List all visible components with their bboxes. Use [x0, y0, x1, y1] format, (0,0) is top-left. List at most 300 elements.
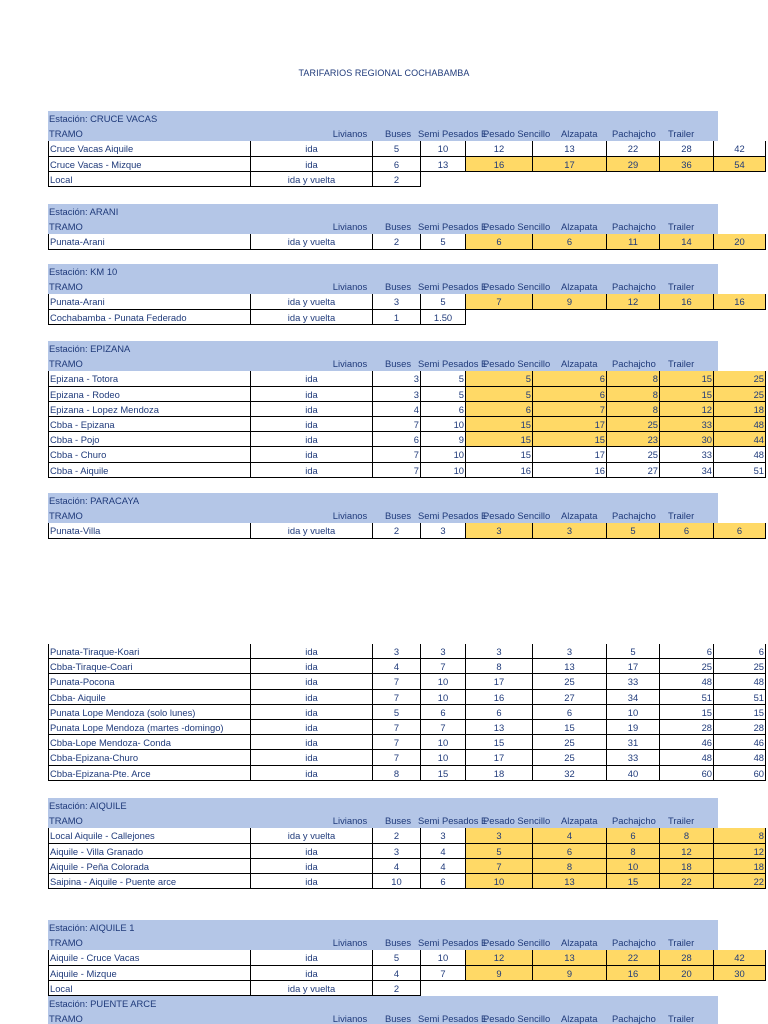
pesado-sencillo-cell: 4 [533, 828, 607, 843]
trailer-cell: 6 [714, 644, 766, 659]
column-header-pachajcho: Pachajcho [612, 815, 656, 827]
column-header-tramo: TRAMO [49, 815, 83, 827]
tramo-cell: Cbba - Pojo [48, 432, 251, 447]
column-header-pesado-sencillo: Pesado Sencillo [483, 937, 551, 949]
alzapata-cell: 40 [607, 766, 660, 781]
trailer-cell: 6 [714, 523, 766, 538]
column-header-pachajcho: Pachajcho [612, 1013, 656, 1024]
column-header-trailer: Trailer [668, 1013, 695, 1024]
tramo-cell: Punata Lope Mendoza (martes -domingo) [48, 720, 251, 735]
trip-type-cell: ida [251, 674, 373, 689]
pachajcho-cell: 20 [660, 966, 714, 981]
buses-cell: 6 [421, 705, 466, 720]
table-row [48, 844, 764, 859]
trailer-cell: 46 [714, 735, 766, 750]
station-name: Estación: CRUCE VACAS [49, 113, 158, 124]
alzapata-cell: 12 [607, 294, 660, 309]
buses-cell: 13 [421, 157, 466, 172]
buses-cell: 4 [421, 844, 466, 859]
table-row [48, 157, 745, 172]
pachajcho-cell: 28 [660, 720, 714, 735]
semi-pesados-cell: 17 [466, 750, 533, 765]
livianos-cell: 3 [373, 371, 421, 386]
trip-type-cell: ida [251, 463, 373, 478]
trip-type-cell: ida [251, 659, 373, 674]
pachajcho-cell: 6 [660, 523, 714, 538]
trailer-cell: 22 [714, 874, 766, 889]
column-header-trailer: Trailer [668, 510, 695, 522]
livianos-cell: 4 [373, 659, 421, 674]
pachajcho-cell: 25 [660, 659, 714, 674]
station-section [48, 996, 718, 1024]
column-header-livianos: Livianos [332, 358, 368, 370]
trip-type-cell: ida [251, 705, 373, 720]
trip-type-cell: ida [251, 750, 373, 765]
column-header-row [48, 126, 718, 141]
livianos-cell: 5 [373, 705, 421, 720]
alzapata-cell: 8 [607, 402, 660, 417]
semi-pesados-cell: 7 [466, 294, 533, 309]
semi-pesados-cell: 15 [466, 417, 533, 432]
buses-cell: 5 [421, 234, 466, 249]
column-header-pesado-sencillo: Pesado Sencillo [483, 281, 551, 293]
livianos-cell: 7 [373, 447, 421, 462]
column-header-pesado-sencillo: Pesado Sencillo [483, 358, 551, 370]
pesado-sencillo-cell: 17 [533, 157, 607, 172]
tramo-cell: Cbba - Epizana [48, 417, 251, 432]
column-header-tramo: TRAMO [49, 1013, 83, 1024]
alzapata-cell: 15 [607, 874, 660, 889]
column-header-pachajcho: Pachajcho [612, 128, 656, 140]
tramo-cell: Saipina - Aiquile - Puente arce [48, 874, 251, 889]
station-name: Estación: PARACAYA [49, 495, 140, 506]
column-header-livianos: Livianos [332, 815, 368, 827]
buses-cell: 6 [421, 402, 466, 417]
trip-type-cell: ida [251, 950, 373, 965]
trailer-cell: 48 [714, 447, 766, 462]
column-header-buses: Buses [384, 358, 412, 370]
trip-type-cell: ida [251, 735, 373, 750]
buses-cell: 5 [421, 387, 466, 402]
pachajcho-cell: 14 [660, 234, 714, 249]
tramo-cell: Epizana - Rodeo [48, 387, 251, 402]
buses-cell: 10 [421, 417, 466, 432]
pesado-sencillo-cell: 9 [533, 294, 607, 309]
station-title-row [48, 493, 718, 508]
table-row [48, 402, 764, 417]
trip-type-cell: ida [251, 690, 373, 705]
tramo-cell: Aiquile - Cruce Vacas [48, 950, 251, 965]
station-name: Estación: AIQUILE [49, 800, 127, 811]
trailer-cell: 18 [714, 402, 766, 417]
pesado-sencillo-cell: 25 [533, 674, 607, 689]
table-row [48, 735, 764, 750]
tramo-cell: Punata-Arani [48, 234, 251, 249]
column-header-livianos: Livianos [332, 221, 368, 233]
tramo-cell: Local Aiquile - Callejones [48, 828, 251, 843]
table-row [48, 432, 764, 447]
trip-type-cell: ida [251, 844, 373, 859]
column-header-row [48, 356, 718, 371]
alzapata-cell: 29 [607, 157, 660, 172]
trip-type-cell: ida [251, 720, 373, 735]
table-row [48, 750, 764, 765]
column-header-buses: Buses [384, 937, 412, 949]
column-header-pachajcho: Pachajcho [612, 510, 656, 522]
semi-pesados-cell: 6 [466, 705, 533, 720]
pesado-sencillo-cell: 6 [533, 234, 607, 249]
station-section [48, 798, 764, 889]
alzapata-cell: 23 [607, 432, 660, 447]
table-row [48, 859, 764, 874]
column-header-alzapata: Alzapata [561, 1013, 598, 1024]
tramo-cell: Cbba-Epizana-Churo [48, 750, 251, 765]
alzapata-cell: 25 [607, 447, 660, 462]
buses-cell: 10 [421, 690, 466, 705]
column-header-pesado-sencillo: Pesado Sencillo [483, 1013, 551, 1024]
pachajcho-cell: 48 [660, 674, 714, 689]
tramo-cell: Aiquile - Villa Granado [48, 844, 251, 859]
pesado-sencillo-cell: 13 [533, 659, 607, 674]
trailer-cell: 15 [714, 705, 766, 720]
pachajcho-cell: 34 [660, 463, 714, 478]
trailer-cell: 30 [714, 966, 766, 981]
trailer-cell: 48 [714, 750, 766, 765]
trip-type-cell: ida [251, 141, 373, 156]
livianos-cell: 7 [373, 720, 421, 735]
tramo-cell: Punata Lope Mendoza (solo lunes) [48, 705, 251, 720]
tramo-cell: Cbba - Aiquile [48, 463, 251, 478]
column-header-semi-pesados: Semi Pesados E [418, 1013, 488, 1024]
column-header-buses: Buses [384, 281, 412, 293]
livianos-cell: 3 [373, 294, 421, 309]
semi-pesados-cell: 7 [466, 859, 533, 874]
semi-pesados-cell: 8 [466, 659, 533, 674]
pachajcho-cell: 8 [660, 828, 714, 843]
column-header-row [48, 279, 718, 294]
column-header-trailer: Trailer [668, 358, 695, 370]
station-title-row [48, 204, 718, 219]
table-row [48, 310, 718, 325]
buses-cell: 3 [421, 828, 466, 843]
semi-pesados-cell: 9 [466, 966, 533, 981]
alzapata-cell: 16 [607, 966, 660, 981]
pesado-sencillo-cell: 6 [533, 371, 607, 386]
buses-cell: 10 [421, 141, 466, 156]
trailer-cell: 18 [714, 859, 766, 874]
livianos-cell: 5 [373, 141, 421, 156]
semi-pesados-cell: 15 [466, 432, 533, 447]
column-header-buses: Buses [384, 815, 412, 827]
livianos-cell: 2 [373, 828, 421, 843]
pachajcho-cell: 15 [660, 371, 714, 386]
trip-type-cell: ida [251, 859, 373, 874]
alzapata-cell: 6 [607, 828, 660, 843]
table-row [48, 705, 764, 720]
buses-cell: 5 [421, 371, 466, 386]
tramo-cell: Cbba - Churo [48, 447, 251, 462]
livianos-cell: 7 [373, 735, 421, 750]
table-row [48, 387, 764, 402]
alzapata-cell: 5 [607, 523, 660, 538]
trip-type-cell: ida [251, 371, 373, 386]
station-name: Estación: ARANI [49, 206, 119, 217]
tramo-cell: Cruce Vacas Aiquile [48, 141, 251, 156]
semi-pesados-cell: 15 [466, 735, 533, 750]
column-header-alzapata: Alzapata [561, 937, 598, 949]
livianos-cell: 3 [373, 844, 421, 859]
column-header-alzapata: Alzapata [561, 221, 598, 233]
semi-pesados-cell: 3 [466, 523, 533, 538]
trip-type-cell: ida [251, 417, 373, 432]
livianos-cell: 4 [373, 859, 421, 874]
livianos-cell: 2 [373, 234, 421, 249]
buses-cell: 5 [421, 294, 466, 309]
column-header-tramo: TRAMO [49, 937, 83, 949]
tramo-cell: Cbba-Epizana-Pte. Arce [48, 766, 251, 781]
tramo-cell: Cbba-Tiraque-Coari [48, 659, 251, 674]
pesado-sencillo-cell: 17 [533, 447, 607, 462]
livianos-cell: 6 [373, 432, 421, 447]
alzapata-cell: 8 [607, 387, 660, 402]
trailer-cell: 16 [714, 294, 766, 309]
pachajcho-cell: 16 [660, 294, 714, 309]
table-row [48, 659, 764, 674]
buses-cell: 10 [421, 735, 466, 750]
station-name: Estación: KM 10 [49, 266, 118, 277]
pesado-sencillo-cell: 3 [533, 644, 607, 659]
alzapata-cell: 17 [607, 659, 660, 674]
livianos-cell: 6 [373, 157, 421, 172]
livianos-cell: 3 [373, 644, 421, 659]
column-header-buses: Buses [384, 128, 412, 140]
column-header-semi-pesados: Semi Pesados E [418, 937, 488, 949]
table-row [48, 690, 764, 705]
station-title-row [48, 996, 718, 1011]
livianos-cell: 7 [373, 463, 421, 478]
table-row [48, 371, 764, 386]
pachajcho-cell: 18 [660, 859, 714, 874]
pachajcho-cell: 12 [660, 402, 714, 417]
trailer-cell: 8 [714, 828, 766, 843]
document-title: TARIFARIOS REGIONAL COCHABAMBA [298, 68, 470, 78]
column-header-tramo: TRAMO [49, 128, 83, 140]
tramo-cell: Epizana - Totora [48, 371, 251, 386]
tramo-cell: Aiquile - Peña Colorada [48, 859, 251, 874]
semi-pesados-cell: 3 [466, 644, 533, 659]
column-header-buses: Buses [384, 221, 412, 233]
semi-pesados-cell: 16 [466, 157, 533, 172]
buses-cell: 3 [421, 644, 466, 659]
column-header-alzapata: Alzapata [561, 815, 598, 827]
column-header-alzapata: Alzapata [561, 128, 598, 140]
pachajcho-cell: 48 [660, 750, 714, 765]
station-title-row [48, 920, 718, 935]
trip-type-cell: ida y vuelta [251, 981, 373, 996]
pachajcho-cell: 12 [660, 844, 714, 859]
column-header-trailer: Trailer [668, 937, 695, 949]
semi-pesados-cell: 10 [466, 874, 533, 889]
table-row [48, 720, 764, 735]
pachajcho-cell: 46 [660, 735, 714, 750]
column-header-row [48, 935, 718, 950]
buses-cell: 10 [421, 950, 466, 965]
pachajcho-cell: 60 [660, 766, 714, 781]
alzapata-cell: 10 [607, 705, 660, 720]
semi-pesados-cell: 5 [466, 387, 533, 402]
table-row [48, 447, 764, 462]
trip-type-cell: ida y vuelta [251, 172, 373, 187]
column-header-trailer: Trailer [668, 281, 695, 293]
pesado-sencillo-cell: 13 [533, 874, 607, 889]
semi-pesados-cell: 12 [466, 141, 533, 156]
pesado-sencillo-cell: 13 [533, 141, 607, 156]
station-section [48, 204, 745, 250]
tramo-cell: Cbba- Aiquile [48, 690, 251, 705]
column-header-tramo: TRAMO [49, 358, 83, 370]
buses-cell: 7 [421, 966, 466, 981]
semi-pesados-cell: 6 [466, 234, 533, 249]
buses-cell: 1.50 [421, 310, 466, 325]
table-row [48, 766, 764, 781]
column-header-semi-pesados: Semi Pesados E [418, 815, 488, 827]
buses-cell: 7 [421, 720, 466, 735]
trailer-cell: 48 [714, 417, 766, 432]
trip-type-cell: ida [251, 644, 373, 659]
trailer-cell: 42 [714, 950, 766, 965]
column-header-pesado-sencillo: Pesado Sencillo [483, 510, 551, 522]
semi-pesados-cell: 18 [466, 766, 533, 781]
station-section [48, 920, 745, 996]
table-row [48, 874, 764, 889]
trailer-cell: 25 [714, 387, 766, 402]
livianos-cell: 2 [373, 523, 421, 538]
column-header-pachajcho: Pachajcho [612, 281, 656, 293]
semi-pesados-cell: 3 [466, 828, 533, 843]
station-name: Estación: AIQUILE 1 [49, 922, 135, 933]
table-row [48, 828, 764, 843]
alzapata-cell: 25 [607, 417, 660, 432]
alzapata-cell: 8 [607, 371, 660, 386]
semi-pesados-cell: 6 [466, 402, 533, 417]
alzapata-cell: 31 [607, 735, 660, 750]
pesado-sencillo-cell: 7 [533, 402, 607, 417]
station-section [48, 111, 745, 187]
semi-pesados-cell: 5 [466, 371, 533, 386]
pesado-sencillo-cell: 32 [533, 766, 607, 781]
trip-type-cell: ida [251, 966, 373, 981]
alzapata-cell: 19 [607, 720, 660, 735]
buses-cell: 6 [421, 874, 466, 889]
table-row [48, 981, 718, 996]
column-header-trailer: Trailer [668, 815, 695, 827]
pachajcho-cell: 33 [660, 417, 714, 432]
station-title-row [48, 798, 718, 813]
livianos-cell: 7 [373, 750, 421, 765]
trip-type-cell: ida [251, 766, 373, 781]
column-header-livianos: Livianos [332, 1013, 368, 1024]
column-header-pesado-sencillo: Pesado Sencillo [483, 128, 551, 140]
station-section [48, 264, 745, 325]
buses-cell: 10 [421, 674, 466, 689]
buses-cell: 10 [421, 447, 466, 462]
buses-cell: 4 [421, 859, 466, 874]
alzapata-cell: 34 [607, 690, 660, 705]
pesado-sencillo-cell: 13 [533, 950, 607, 965]
trip-type-cell: ida [251, 387, 373, 402]
trip-type-cell: ida [251, 874, 373, 889]
livianos-cell: 8 [373, 766, 421, 781]
alzapata-cell: 10 [607, 859, 660, 874]
trailer-cell: 51 [714, 690, 766, 705]
column-header-pesado-sencillo: Pesado Sencillo [483, 221, 551, 233]
pesado-sencillo-cell: 15 [533, 432, 607, 447]
tramo-cell: Punata-Villa [48, 523, 251, 538]
pachajcho-cell: 28 [660, 141, 714, 156]
table-row [48, 294, 745, 309]
tramo-cell: Local [48, 172, 251, 187]
column-header-tramo: TRAMO [49, 510, 83, 522]
tramo-cell: Cbba-Lope Mendoza- Conda [48, 735, 251, 750]
tramo-cell: Punata-Arani [48, 294, 251, 309]
pachajcho-cell: 22 [660, 874, 714, 889]
table-row [48, 141, 745, 156]
pesado-sencillo-cell: 25 [533, 735, 607, 750]
table-row [48, 463, 764, 478]
buses-cell: 15 [421, 766, 466, 781]
table-row [48, 417, 764, 432]
trailer-cell: 28 [714, 720, 766, 735]
tramo-cell: Punata-Tiraque-Koari [48, 644, 251, 659]
pesado-sencillo-cell: 17 [533, 417, 607, 432]
trailer-cell: 51 [714, 463, 766, 478]
station-name: Estación: EPIZANA [49, 343, 131, 354]
trip-type-cell: ida y vuelta [251, 310, 373, 325]
pesado-sencillo-cell: 6 [533, 387, 607, 402]
alzapata-cell: 22 [607, 141, 660, 156]
pesado-sencillo-cell: 16 [533, 463, 607, 478]
table-row [48, 172, 718, 187]
trailer-cell: 25 [714, 371, 766, 386]
route-list-section [48, 644, 764, 781]
livianos-cell: 7 [373, 417, 421, 432]
column-header-buses: Buses [384, 1013, 412, 1024]
column-header-row [48, 813, 718, 828]
station-title-row [48, 341, 718, 356]
column-header-buses: Buses [384, 510, 412, 522]
table-row [48, 674, 764, 689]
column-header-livianos: Livianos [332, 128, 368, 140]
semi-pesados-cell: 13 [466, 720, 533, 735]
column-header-alzapata: Alzapata [561, 358, 598, 370]
pesado-sencillo-cell: 15 [533, 720, 607, 735]
column-header-row [48, 1011, 718, 1024]
alzapata-cell: 33 [607, 750, 660, 765]
column-header-trailer: Trailer [668, 221, 695, 233]
column-header-semi-pesados: Semi Pesados E [418, 221, 488, 233]
tramo-cell: Local [48, 981, 251, 996]
column-header-row [48, 219, 718, 234]
semi-pesados-cell: 12 [466, 950, 533, 965]
trip-type-cell: ida [251, 432, 373, 447]
pachajcho-cell: 28 [660, 950, 714, 965]
pesado-sencillo-cell: 25 [533, 750, 607, 765]
station-section [48, 341, 764, 478]
livianos-cell: 7 [373, 690, 421, 705]
column-header-tramo: TRAMO [49, 281, 83, 293]
trailer-cell: 20 [714, 234, 766, 249]
semi-pesados-cell: 16 [466, 463, 533, 478]
